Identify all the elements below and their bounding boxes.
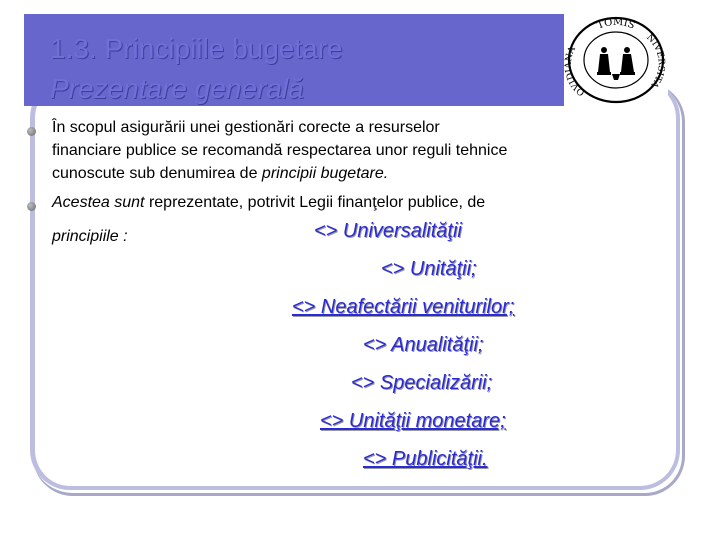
seal-ring-text-right: NIVERSITA [644,32,666,90]
bullet2-line2 [52,228,128,246]
bullet1-line2: financiare publice se recomandă respectarea unor reguli tehnice [52,142,508,159]
bullet-dot [27,127,36,136]
title-bar [24,14,566,106]
principle-item: <> Publicităţii. [363,448,488,470]
seal-icon [564,14,668,106]
bullet1-line3-text: cunoscute sub denumirea de [52,165,262,182]
bullet2-line1-text: reprezentate, potrivit Legii finanţelor publice, de [144,194,486,211]
bullet-dot [27,202,36,211]
principle-item: <> Specializării; [351,372,493,394]
seal-ring-text-left: OVIDIANA [564,45,588,98]
university-seal-logo [564,14,668,106]
slide-subtitle: Prezentare generală [50,73,304,104]
bullet1-line1: În scopul asigurării unei gestionări corecte a resurselor [52,119,440,136]
slide-title: 1.3. Principiile bugetare [50,33,343,64]
bullet1-line3 [52,165,388,183]
bullet2-principiile: principiile : [52,228,128,245]
bullet2-line1 [52,194,485,212]
seal-ring-text-top: TOMIS [595,16,637,32]
principle-item: <> Unităţii; [381,258,477,280]
bullet1-emphasis: principii bugetare. [261,165,389,182]
principle-item: <> Universalităţii [314,220,462,242]
principle-item: <> Neafectării veniturilor; [292,296,515,318]
svg-text:OVIDIANA [564,45,587,97]
principle-item: <> Unităţii monetare; [320,410,506,432]
bullet2-emphasis: Acestea sunt [52,194,145,211]
principle-item: <> Anualităţii; [363,334,484,356]
